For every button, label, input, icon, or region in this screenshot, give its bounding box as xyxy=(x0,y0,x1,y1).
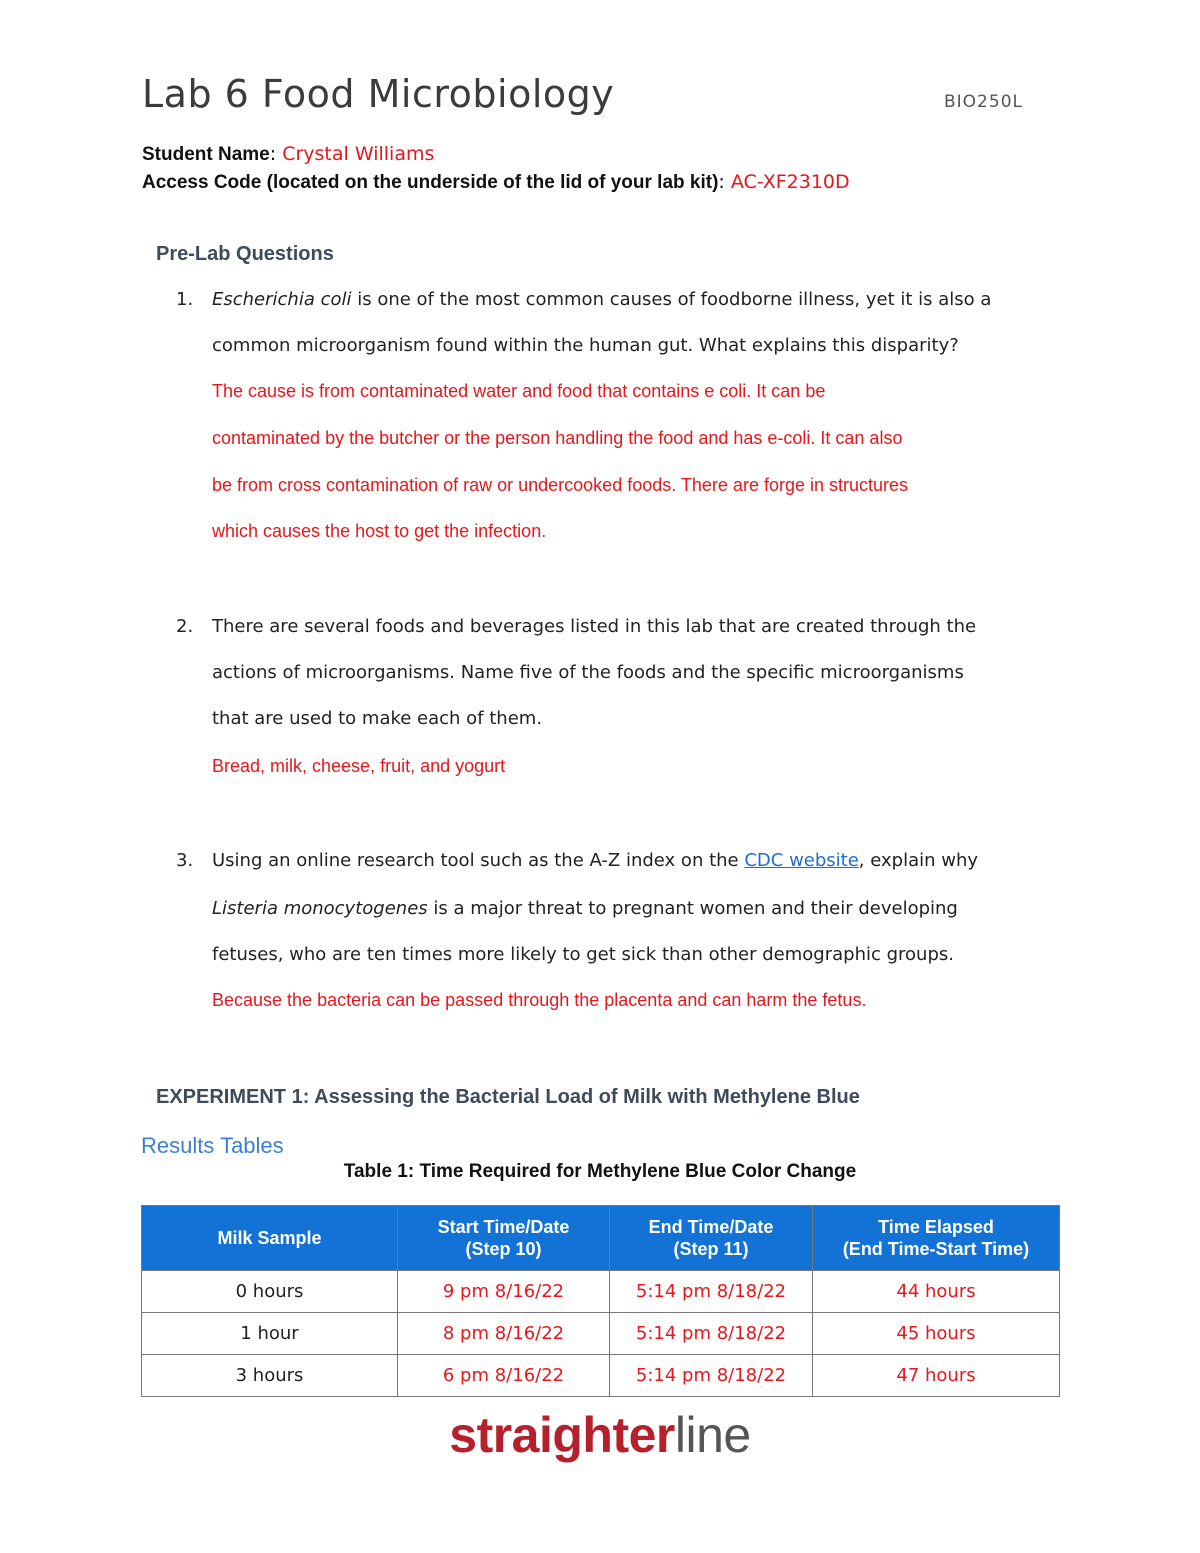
answer-1-line-1: The cause is from contaminated water and food that contains e coli. It can be xyxy=(212,381,826,401)
table-cell-end: 5:14 pm 8/18/22 xyxy=(610,1271,813,1313)
question-2-line-1: There are several foods and beverages listed in this lab that are created through the xyxy=(212,616,977,637)
student-name-label: Student Name xyxy=(142,144,270,165)
access-code-label: Access Code (located on the underside of the lid of your lab kit) xyxy=(142,172,719,193)
question-1-organism: Escherichia coli xyxy=(212,289,352,310)
question-2-line-2: actions of microorganisms. Name five of the foods and the specific microorganisms xyxy=(212,662,964,683)
table-cell-end: 5:14 pm 8/18/22 xyxy=(610,1355,813,1397)
table-cell-sample: 3 hours xyxy=(142,1355,398,1397)
experiment-label: EXPERIMENT 1 xyxy=(156,1086,303,1108)
answer-1-line-3: be from cross contamination of raw or undercooked foods. There are forge in structures xyxy=(212,475,909,495)
table-row xyxy=(142,1271,1060,1313)
answer-1-line-2: contaminated by the butcher or the person handling the food and has e-coli. It can also xyxy=(212,428,903,448)
results-tables-heading: Results Tables xyxy=(141,1133,284,1158)
question-1-number: 1. xyxy=(176,289,194,310)
table-caption: Table 1: Time Required for Methylene Blue Color Change xyxy=(343,1161,857,1182)
question-2-line-3: that are used to make each of them. xyxy=(212,708,543,729)
question-1-line-2: common microorganism found within the human gut. What explains this disparity? xyxy=(212,335,959,356)
table-cell-start: 8 pm 8/16/22 xyxy=(398,1313,610,1355)
table-header-row xyxy=(142,1206,1060,1271)
table-row xyxy=(142,1313,1060,1355)
table-row xyxy=(142,1355,1060,1397)
course-code: BIO250L xyxy=(944,92,1023,112)
table-cell-elapsed: 44 hours xyxy=(813,1271,1060,1313)
table-cell-start: 9 pm 8/16/22 xyxy=(398,1271,610,1313)
column-header-end-time: End Time/Date (Step 11) xyxy=(610,1206,813,1271)
question-3-line-1: Using an online research tool such as the A-Z index on the CDC website, explain why xyxy=(212,850,979,871)
student-name-value: Crystal Williams xyxy=(282,143,435,165)
table-cell-sample: 0 hours xyxy=(142,1271,398,1313)
access-code-line: Access Code (located on the underside of the lid of your lab kit): AC-XF2310D xyxy=(142,171,850,193)
column-header-milk-sample: Milk Sample xyxy=(142,1206,398,1271)
question-3-number: 3. xyxy=(176,850,194,871)
answer-3: Because the bacteria can be passed through the placenta and can harm the fetus. xyxy=(212,990,867,1010)
results-table xyxy=(141,1205,1060,1397)
table-cell-elapsed: 47 hours xyxy=(813,1355,1060,1397)
student-name-line: Student Name: Crystal Williams xyxy=(142,143,435,165)
straighterline-logo: straighterline xyxy=(449,1407,751,1463)
prelab-heading: Pre-Lab Questions xyxy=(156,243,334,265)
column-header-start-time: Start Time/Date (Step 10) xyxy=(398,1206,610,1271)
question-3-organism: Listeria monocytogenes xyxy=(212,898,428,919)
table-cell-elapsed: 45 hours xyxy=(813,1313,1060,1355)
answer-1-line-4: which causes the host to get the infection. xyxy=(212,521,547,541)
question-3-line-3: fetuses, who are ten times more likely to get sick than other demographic groups. xyxy=(212,944,954,965)
table-cell-start: 6 pm 8/16/22 xyxy=(398,1355,610,1397)
access-code-value: AC-XF2310D xyxy=(730,171,850,193)
table-cell-end: 5:14 pm 8/18/22 xyxy=(610,1313,813,1355)
column-header-time-elapsed: Time Elapsed (End Time-Start Time) xyxy=(813,1206,1060,1271)
question-3-line-2: Listeria monocytogenes is a major threat to pregnant women and their developing xyxy=(212,898,958,919)
experiment-heading xyxy=(156,1086,860,1109)
experiment-title: : Assessing the Bacterial Load of Milk with Methylene Blue xyxy=(302,1086,860,1108)
cdc-website-link[interactable]: CDC website xyxy=(744,850,859,871)
question-1-line-1: Escherichia coli is one of the most common causes of foodborne illness, yet it is also a xyxy=(212,289,992,310)
answer-2: Bread, milk, cheese, fruit, and yogurt xyxy=(212,756,506,776)
table-cell-sample: 1 hour xyxy=(142,1313,398,1355)
document-title: Lab 6 Food Microbiology xyxy=(142,72,615,116)
question-2-number: 2. xyxy=(176,616,194,637)
